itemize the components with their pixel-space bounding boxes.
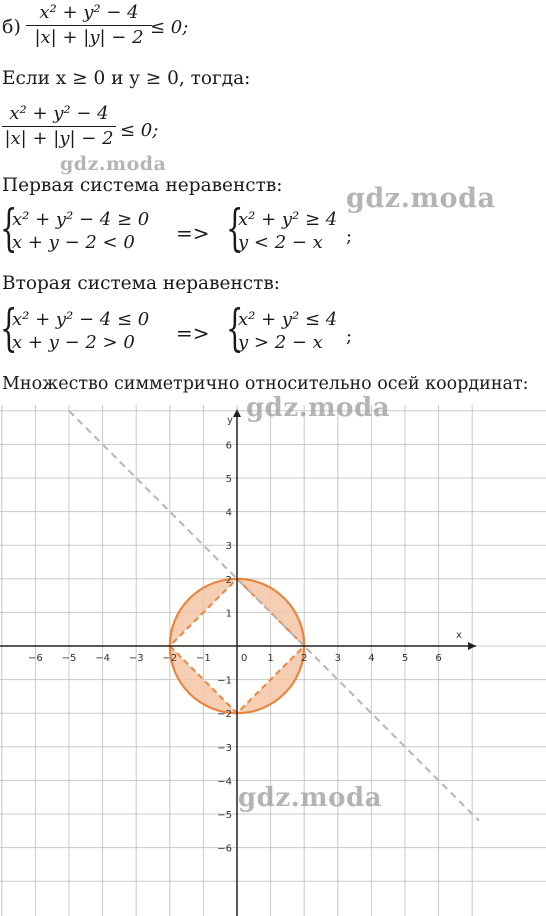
watermark-2: gdz.moda <box>346 183 496 214</box>
y-tick-label: 6 <box>225 440 232 452</box>
second-system-right-line-1: x² + y² ≤ 4 <box>238 309 338 330</box>
y-tick-label: 2 <box>225 574 232 586</box>
first-system-left-line-1: x² + y² − 4 ≥ 0 <box>12 209 150 230</box>
first-system-left <box>12 208 149 254</box>
y-tick-label: 5 <box>225 474 232 485</box>
x-tick-label: 6 <box>435 653 442 664</box>
x-tick-label: −5 <box>61 653 77 664</box>
main-fraction-denominator: |x| + |y| − 2 <box>34 27 144 48</box>
first-system-left-line-2: x + y − 2 < 0 <box>12 232 135 253</box>
x-tick-label: 5 <box>401 653 409 664</box>
watermark-4: gdz.moda <box>238 783 383 813</box>
watermark-1: gdz.moda <box>60 153 167 175</box>
first-system-right-line-2: y < 2 − x <box>238 232 323 253</box>
first-system-right-line-1: x² + y² ≥ 4 <box>238 209 338 230</box>
coordinate-graph <box>0 405 546 916</box>
dashed-line-y-equals-2-minus-x <box>69 411 479 821</box>
x-tick-label: −4 <box>95 653 110 664</box>
second-system-title: Вторая система неравенств: <box>2 273 281 294</box>
y-tick-label: −6 <box>217 843 232 855</box>
main-fraction-bar <box>26 25 152 26</box>
second-system-left-brace: { <box>0 299 18 357</box>
x-tick-label: −2 <box>162 653 178 664</box>
y-axis-arrow <box>233 409 241 417</box>
case-fraction-numerator: x² + y² − 4 <box>9 103 109 124</box>
y-axis-label: y <box>227 415 233 426</box>
first-system-title: Первая система неравенств: <box>2 175 283 196</box>
x-tick-label: 4 <box>368 653 375 664</box>
y-tick-label: −3 <box>217 742 232 754</box>
case-text: Если x ≥ 0 и y ≥ 0, тогда: <box>2 68 251 89</box>
first-system-left-brace: { <box>0 199 18 257</box>
second-system-left <box>12 308 149 354</box>
second-system-right-brace: { <box>226 299 244 357</box>
second-system-left-line-2: x + y − 2 > 0 <box>12 332 135 353</box>
second-system-left-line-1: x² + y² − 4 ≤ 0 <box>12 309 150 330</box>
x-tick-label: 1 <box>267 653 274 664</box>
second-system-arrow: => <box>176 321 210 345</box>
y-tick-label: 1 <box>225 608 232 620</box>
x-tick-label: 3 <box>334 653 341 664</box>
first-system-arrow: => <box>176 221 210 245</box>
second-system-right-line-2: y > 2 − x <box>238 332 323 353</box>
main-fraction <box>26 2 152 49</box>
watermark-3: gdz.moda <box>246 393 391 423</box>
first-system-end: ; <box>346 226 353 247</box>
y-tick-label: −1 <box>217 675 232 687</box>
main-fraction-numerator: x² + y² − 4 <box>39 2 139 23</box>
symmetry-text: Множество симметрично относительно осей координат: <box>2 374 529 394</box>
y-tick-label: −4 <box>217 776 232 788</box>
case-fraction <box>2 103 116 150</box>
shapes <box>69 411 479 821</box>
problem-label: б) <box>2 16 21 38</box>
case-fraction-denominator: |x| + |y| − 2 <box>4 128 114 149</box>
y-tick-label: 4 <box>225 507 232 519</box>
second-system-end: ; <box>346 326 353 347</box>
main-fraction-relation: ≤ 0; <box>150 17 189 38</box>
y-tick-label: −2 <box>217 709 232 721</box>
case-fraction-bar <box>2 126 116 127</box>
x-tick-label: −6 <box>28 653 43 664</box>
y-tick-label: 3 <box>225 541 232 553</box>
x-tick-label: −1 <box>196 653 211 664</box>
origin-label: 0 <box>241 653 248 664</box>
x-tick-label: 2 <box>301 653 308 664</box>
y-tick-label: −5 <box>217 810 232 821</box>
first-system-right <box>238 208 337 254</box>
x-axis-label: x <box>456 630 462 641</box>
second-system-right <box>238 308 337 354</box>
first-system-right-brace: { <box>226 199 244 257</box>
case-fraction-relation: ≤ 0; <box>120 120 159 141</box>
x-tick-label: −3 <box>128 653 144 664</box>
